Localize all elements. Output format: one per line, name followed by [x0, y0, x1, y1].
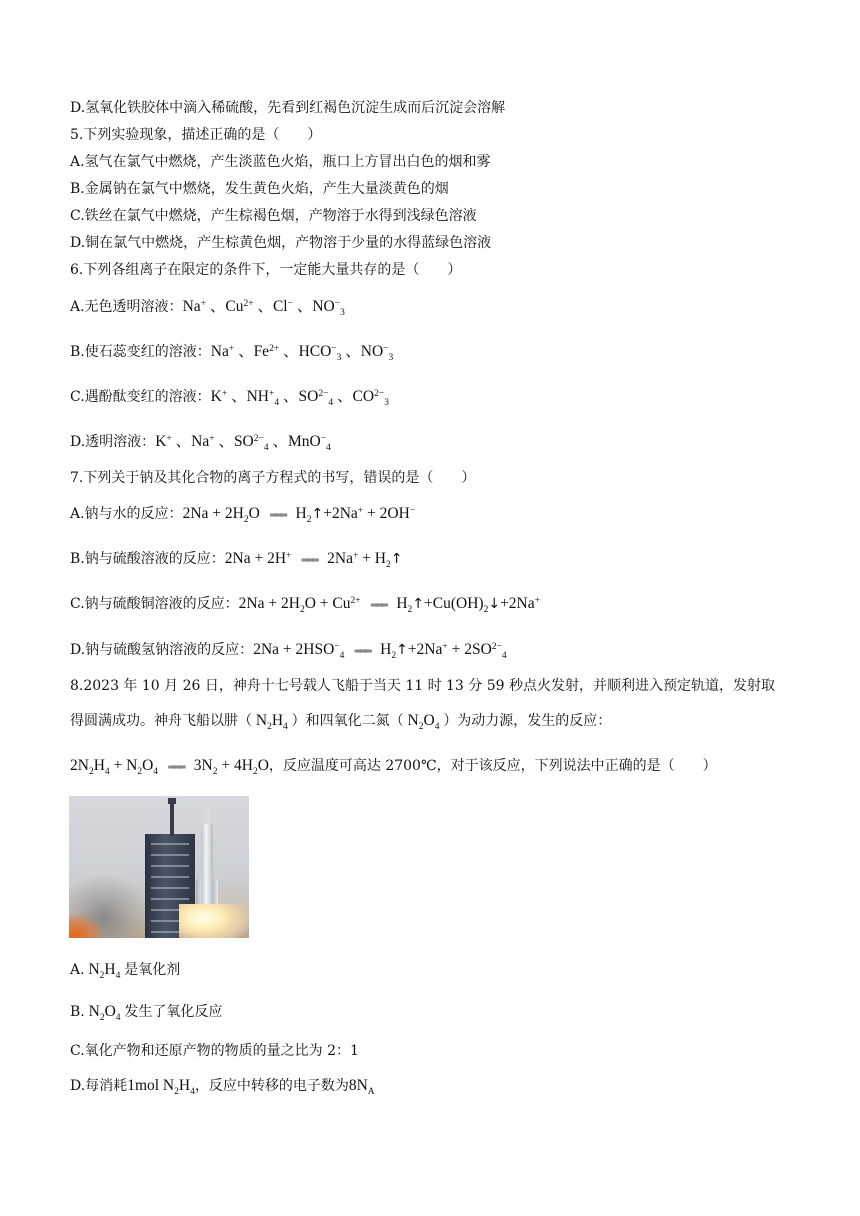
- q8-hydrazine-formula: $N_2H_4$: [252, 712, 288, 732]
- q8-text-b: ）和四氧化二氮（: [291, 713, 404, 729]
- q8-option-b: [70, 1002, 222, 1022]
- q8-text-d: ，反应温度可高达 2700℃，对于该反应，下列说法中正确的是（ ）: [268, 758, 717, 774]
- q8-option-d: [70, 1076, 375, 1096]
- q5-option-b: B.金属钠在氯气中燃烧，发生黄色火焰，产生大量淡黄色的烟: [70, 181, 449, 197]
- photo-exhaust: [179, 904, 249, 938]
- q8d-electrons: $8N_A$: [348, 1077, 375, 1097]
- q8-reaction-equation: $2N_2H_4 + N_2O_4$ ═══ $3N_2 + 4H_2O$: [70, 757, 269, 774]
- q7d-equation: $2Na + 2HSO^-_4$ ═══ $H_2↑+2Na^+ + 2SO^{2-}_4$: [253, 641, 506, 658]
- rocket-launch-photo: [69, 796, 249, 938]
- question-6-stem: 6.下列各组离子在限定的条件下，一定能大量共存的是（ ）: [70, 262, 462, 278]
- q8-option-c: C.氧化产物和还原产物的物质的量之比为 2：1: [70, 1043, 359, 1059]
- q8b-text: 发生了氧化反应: [124, 1004, 223, 1020]
- q6-option-a: [70, 297, 345, 317]
- q5-option-a: A.氢气在氯气中燃烧，产生淡蓝色火焰，瓶口上方冒出白色的烟和雾: [70, 154, 491, 170]
- q8a-formula: $N_2H_4$: [84, 961, 121, 981]
- q7b-equation: 2Na + 2H+ ═══ $2Na^+ + H_2↑$: [225, 550, 403, 567]
- q6c-ions: K+ 、$NH^+_4$ 、$SO^{2-}_4$ 、$CO^{2-}_3$: [210, 388, 389, 408]
- q6b-label: B.使石蕊变红的溶液：: [70, 344, 211, 360]
- q8d-text: ，反应中转移的电子数为: [194, 1078, 349, 1094]
- q6b-ions: Na+ 、$Fe^{2+}$ 、$HCO^-_3$ 、$NO^-_3$: [210, 343, 394, 363]
- q7b-label: B.钠与硫酸溶液的反应：: [70, 551, 225, 567]
- q8-text-c: ）为动力源，发生的反应：: [443, 713, 612, 729]
- q6a-label: A.无色透明溶液：: [70, 299, 183, 315]
- question-5-stem: 5.下列实验现象，描述正确的是（ ）: [70, 127, 322, 143]
- q8b-label: B.: [70, 1004, 85, 1020]
- q6-option-b: [70, 342, 393, 362]
- q7d-label: D.钠与硫酸氢钠溶液的反应：: [70, 642, 254, 658]
- q8b-formula: $N_2O_4$: [84, 1003, 121, 1023]
- question-8-stem-line1: 8.2023 年 10 月 26 日，神舟十七号载人飞船于当天 11 时 13 分 59 秒点火发射，并顺利进入预定轨道，发射取: [70, 678, 776, 694]
- q7c-label: C.钠与硫酸铜溶液的反应：: [70, 596, 239, 612]
- q7a-label: A.钠与水的反应：: [70, 506, 183, 522]
- q7c-equation: $2Na + 2H_2O + Cu^{2+}$ ═══ $H_2↑+Cu(OH)_2↓+2Na^+$: [239, 595, 540, 612]
- q8a-text: 是氧化剂: [124, 962, 181, 978]
- q4-option-d: D.氢氧化铁胶体中滴入稀硫酸，先看到红褐色沉淀生成而后沉淀会溶解: [70, 100, 506, 116]
- q7-option-c: [70, 594, 540, 616]
- q6d-label: D.透明溶液：: [70, 434, 156, 450]
- question-8-stem-line3: [70, 756, 717, 778]
- q6-option-c: [70, 387, 389, 407]
- q8d-amount: 1mol $N_2H_4$: [127, 1077, 195, 1097]
- photo-fire: [69, 914, 103, 938]
- q7a-equation: $2Na + 2H_2O$ ═══ $H_2↑+2Na^+ + 2OH^-$: [183, 505, 416, 522]
- q8-text-a: 得圆满成功。神舟飞船以肼（: [70, 713, 252, 729]
- q6-option-d: [70, 432, 331, 452]
- photo-rocket: [201, 822, 213, 910]
- question-7-stem: 7.下列关于钠及其化合物的离子方程式的书写，错误的是（ ）: [70, 470, 476, 486]
- q6d-ions: K+ 、Na+ 、$SO^{2-}_4$ 、MnO−$_4$: [155, 433, 331, 453]
- q8d-label: D.每消耗: [70, 1078, 128, 1094]
- q7-option-b: [70, 549, 402, 571]
- q8-option-a: [70, 960, 180, 980]
- q5-option-d: D.铜在氯气中燃烧，产生棕黄色烟，产物溶于少量的水得蓝绿色溶液: [70, 235, 492, 251]
- q5-option-c: C.铁丝在氯气中燃烧，产生棕褐色烟，产物溶于水得到浅绿色溶液: [70, 208, 477, 224]
- question-8-stem-line2: [70, 711, 611, 731]
- q6c-label: C.遇酚酞变红的溶液：: [70, 389, 211, 405]
- q7-option-d: [70, 640, 507, 662]
- q7-option-a: [70, 504, 415, 526]
- photo-tower-mast: [170, 802, 174, 836]
- q8a-label: A.: [70, 962, 85, 978]
- q6a-ions: Na+ 、$Cu^{2+}$ 、Cl− 、$NO^-_3$: [182, 298, 345, 318]
- q8-n2o4-formula: $N_2O_4$: [403, 712, 440, 732]
